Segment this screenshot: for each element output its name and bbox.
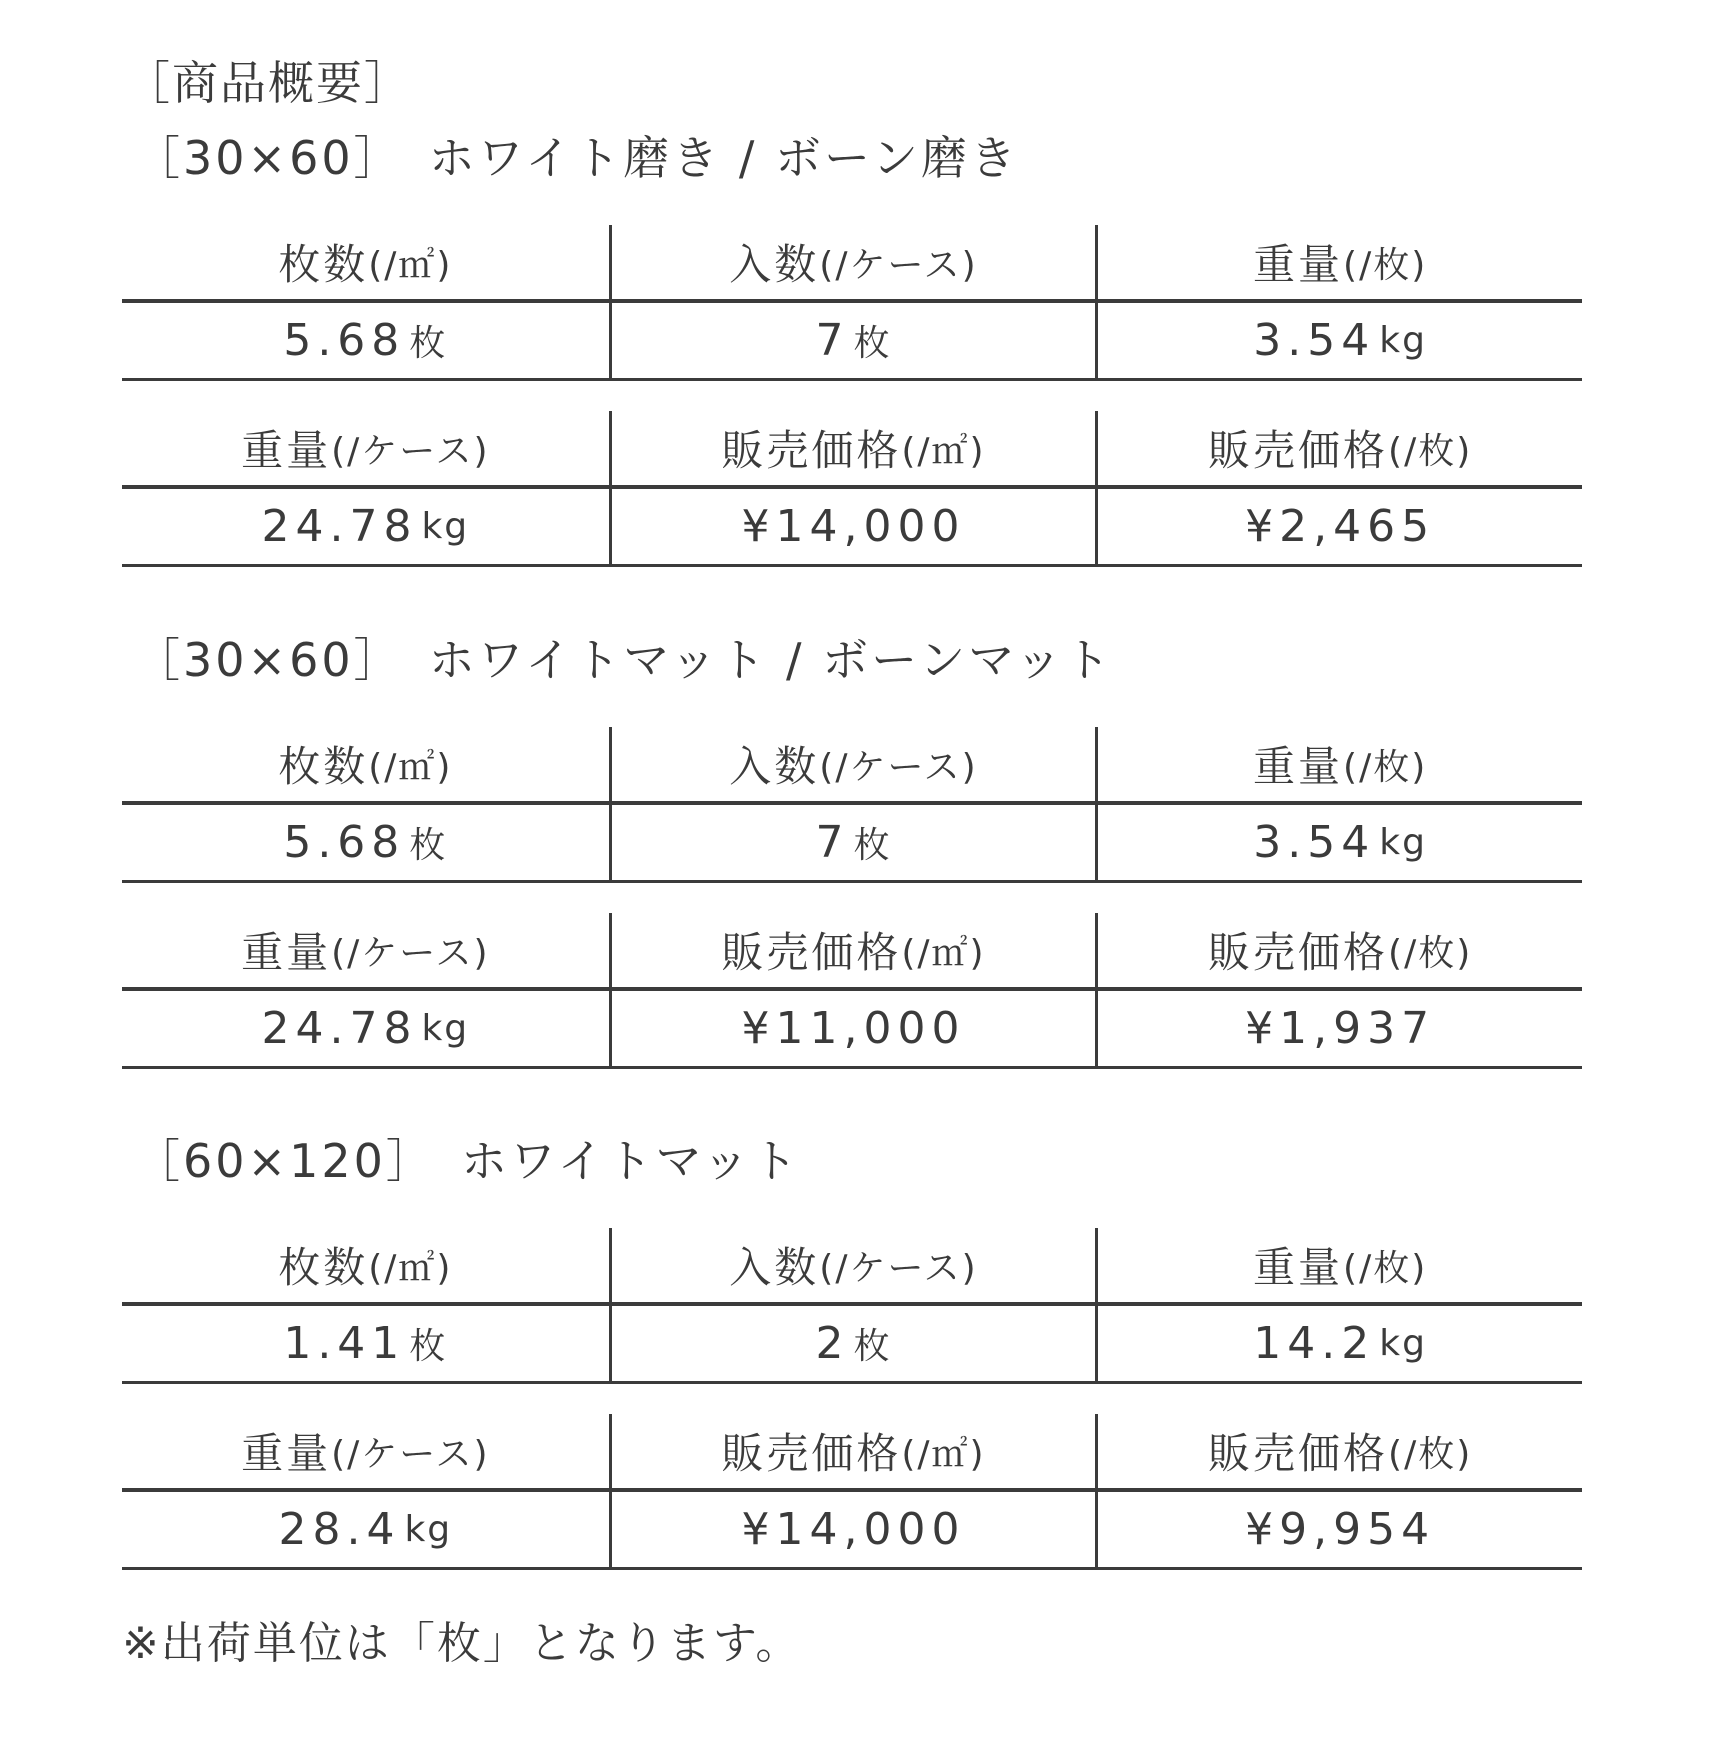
value-number: ¥11,000: [741, 1003, 966, 1054]
header-cell: [122, 225, 609, 299]
header-label: 重量: [241, 1429, 332, 1478]
value-unit: kg: [1379, 1323, 1427, 1364]
value-number: 5.68: [283, 817, 406, 868]
header-cell: [609, 913, 1096, 987]
header-cell: [1095, 1414, 1582, 1488]
spec-block: [122, 913, 1582, 1069]
value-number: 7: [815, 817, 850, 868]
header-cell: [609, 1228, 1096, 1302]
value-number: ¥14,000: [741, 501, 966, 552]
header-cell: [122, 1228, 609, 1302]
header-unit: (/ケース): [819, 244, 978, 286]
header-cell: [122, 411, 609, 485]
value-row: [122, 991, 1582, 1069]
spec-table: [122, 1228, 1582, 1570]
value-cell: [122, 1492, 609, 1567]
header-unit: (/㎡): [368, 1247, 453, 1289]
value-number: 5.68: [283, 315, 406, 366]
value-number: 14.2: [1253, 1318, 1376, 1369]
value-row: [122, 303, 1582, 381]
value-cell: [1095, 303, 1582, 378]
value-cell: [609, 489, 1096, 564]
header-unit: (/枚): [1388, 430, 1473, 472]
value-cell: [1095, 1306, 1582, 1381]
header-unit: (/㎡): [368, 244, 453, 286]
footnote: ※出荷単位は「枚」となります。: [122, 1618, 802, 1669]
header-label: 販売価格: [1208, 928, 1389, 977]
header-unit: (/枚): [1388, 932, 1473, 974]
spec-block: [122, 411, 1582, 567]
header-cell: [609, 411, 1096, 485]
header-unit: (/枚): [1388, 1433, 1473, 1475]
value-number: 2: [815, 1318, 850, 1369]
header-label: 入数: [729, 1243, 820, 1292]
header-cell: [1095, 913, 1582, 987]
value-unit: kg: [404, 1509, 453, 1550]
value-number: 3.54: [1253, 315, 1376, 366]
header-cell: [609, 727, 1096, 801]
value-row: [122, 489, 1582, 567]
header-label: 販売価格: [1208, 426, 1389, 475]
value-cell: [609, 303, 1096, 378]
value-cell: [609, 991, 1096, 1066]
value-cell: [122, 1306, 609, 1381]
value-cell: [1095, 1492, 1582, 1567]
header-row: [122, 727, 1582, 805]
section-title: ［30×60］ ホワイト磨き / ボーン磨き: [134, 131, 1020, 185]
spec-block: [122, 225, 1582, 381]
spec-block: [122, 1228, 1582, 1384]
header-unit: (/㎡): [901, 430, 986, 472]
header-cell: [122, 913, 609, 987]
header-unit: (/ケース): [819, 1247, 978, 1289]
spec-block: [122, 727, 1582, 883]
value-number: 24.78: [261, 1003, 418, 1054]
header-label: 枚数: [278, 240, 369, 289]
value-cell: [1095, 991, 1582, 1066]
section-title: ［30×60］ ホワイトマット / ボーンマット: [134, 633, 1114, 687]
header-label: 重量: [241, 426, 332, 475]
header-label: 入数: [729, 240, 820, 289]
value-row: [122, 1492, 1582, 1570]
header-label: 重量: [1253, 742, 1344, 791]
header-label: 販売価格: [721, 1429, 902, 1478]
header-label: 重量: [1253, 1243, 1344, 1292]
value-unit: kg: [1379, 320, 1427, 361]
header-row: [122, 225, 1582, 303]
header-label: 販売価格: [721, 426, 902, 475]
spec-table: [122, 727, 1582, 1069]
header-unit: (/枚): [1343, 244, 1428, 286]
header-unit: (/ケース): [331, 932, 490, 974]
value-cell: [609, 1492, 1096, 1567]
value-unit: 枚: [409, 825, 448, 866]
header-label: 枚数: [278, 742, 369, 791]
header-unit: (/㎡): [901, 932, 986, 974]
header-cell: [122, 727, 609, 801]
header-row: [122, 913, 1582, 991]
header-cell: [609, 1414, 1096, 1488]
value-unit: kg: [1379, 822, 1427, 863]
value-cell: [122, 805, 609, 880]
header-label: 販売価格: [1208, 1429, 1389, 1478]
value-cell: [1095, 805, 1582, 880]
spec-block: [122, 1414, 1582, 1570]
value-number: 24.78: [261, 501, 418, 552]
header-row: [122, 411, 1582, 489]
value-number: 28.4: [278, 1504, 401, 1555]
spec-table: [122, 225, 1582, 567]
header-cell: [1095, 225, 1582, 299]
header-cell: [1095, 727, 1582, 801]
value-cell: [122, 489, 609, 564]
header-cell: [1095, 411, 1582, 485]
value-unit: 枚: [853, 1326, 892, 1367]
value-cell: [122, 991, 609, 1066]
header-row: [122, 1228, 1582, 1306]
value-number: 7: [815, 315, 850, 366]
header-unit: (/枚): [1343, 746, 1428, 788]
value-cell: [609, 1306, 1096, 1381]
header-unit: (/ケース): [819, 746, 978, 788]
value-row: [122, 805, 1582, 883]
value-unit: kg: [421, 1008, 470, 1049]
header-unit: (/㎡): [368, 746, 453, 788]
value-cell: [122, 303, 609, 378]
value-number: 3.54: [1253, 817, 1376, 868]
header-unit: (/ケース): [331, 1433, 490, 1475]
header-cell: [122, 1414, 609, 1488]
header-cell: [1095, 1228, 1582, 1302]
header-label: 入数: [729, 742, 820, 791]
header-unit: (/㎡): [901, 1433, 986, 1475]
section-title: ［60×120］ ホワイトマット: [134, 1134, 801, 1188]
header-label: 販売価格: [721, 928, 902, 977]
value-row: [122, 1306, 1582, 1384]
value-cell: [609, 805, 1096, 880]
value-unit: 枚: [409, 323, 448, 364]
header-row: [122, 1414, 1582, 1492]
page-title: ［商品概要］: [124, 56, 412, 110]
value-unit: 枚: [853, 825, 892, 866]
value-number: ¥1,937: [1245, 1003, 1436, 1054]
value-unit: 枚: [409, 1326, 448, 1367]
header-label: 重量: [1253, 240, 1344, 289]
header-label: 枚数: [278, 1243, 369, 1292]
header-unit: (/枚): [1343, 1247, 1428, 1289]
header-label: 重量: [241, 928, 332, 977]
value-unit: kg: [421, 506, 470, 547]
value-number: ¥9,954: [1245, 1504, 1436, 1555]
header-cell: [609, 225, 1096, 299]
value-number: 1.41: [283, 1318, 406, 1369]
header-unit: (/ケース): [331, 430, 490, 472]
value-unit: 枚: [853, 323, 892, 364]
value-cell: [1095, 489, 1582, 564]
value-number: ¥14,000: [741, 1504, 966, 1555]
value-number: ¥2,465: [1245, 501, 1436, 552]
